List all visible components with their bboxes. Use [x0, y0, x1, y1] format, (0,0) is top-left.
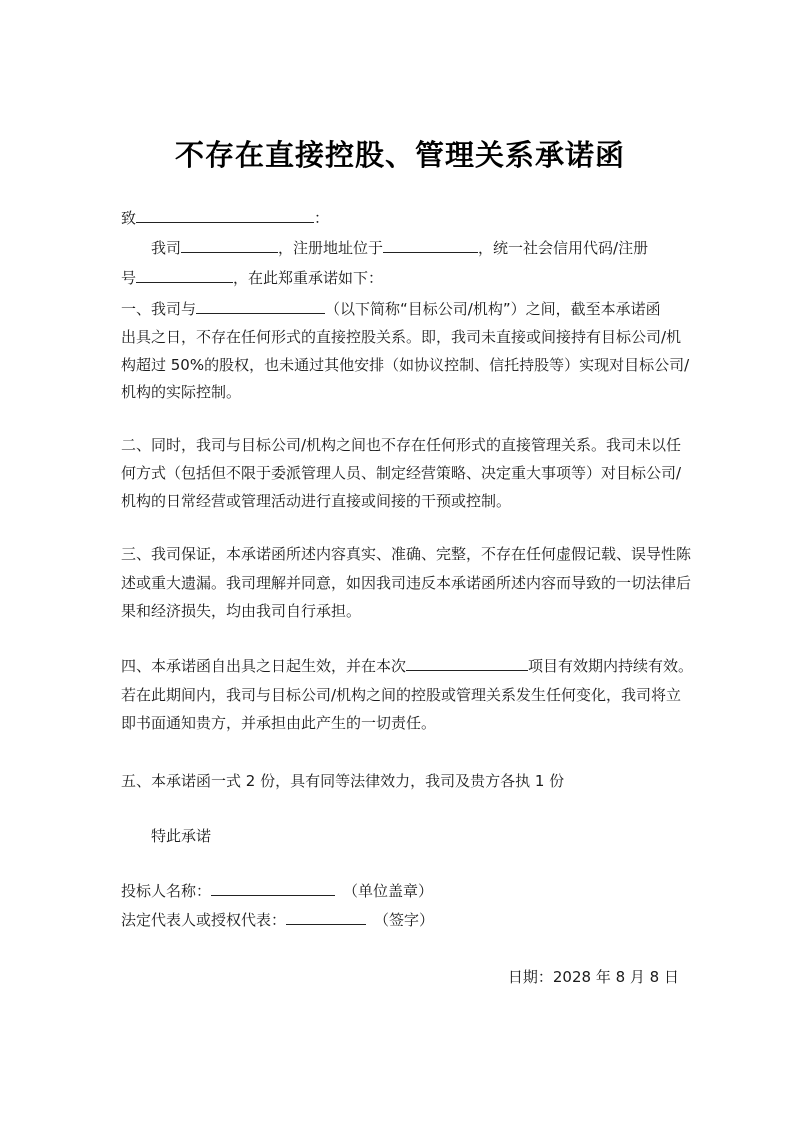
clause-5-line-1: 五、本承诺函一式 2 份，具有同等法律效力，我司及贵方各执 1 份 [121, 772, 565, 790]
salutation-line [121, 207, 329, 228]
intro-text: ，统一社会信用代码/注册 [478, 239, 649, 257]
clause-3-line-1: 三、我司保证，本承诺函所述内容真实、准确、完整，不存在任何虚假记载、误导性陈 [121, 545, 692, 563]
intro-text: ，注册地址位于 [278, 239, 384, 257]
clause-4-line-1 [121, 655, 693, 676]
clause-text: 项目有效期内持续有效。 [528, 657, 694, 675]
clause-text: （以下简称“目标公司/机构”）之间，截至本承诺函 [325, 300, 661, 318]
salutation-suffix: ： [314, 209, 330, 227]
representative-signature-line [121, 909, 434, 930]
intro-line-1 [151, 237, 648, 258]
clause-3-line-2: 述或重大遗漏。我司理解并同意，如因我司违反本承诺函所述内容而导致的一切法律后 [121, 574, 692, 592]
company-name-blank [181, 237, 278, 253]
intro-line-2 [121, 267, 383, 288]
clause-text: 一、我司与 [121, 300, 197, 318]
clause-1-line-2: 出具之日，不存在任何形式的直接控股关系。即，我司未直接或间接持有目标公司/机 [121, 328, 682, 346]
clause-4-line-2: 若在此期间内，我司与目标公司/机构之间的控股或管理关系发生任何变化，我司将立 [121, 686, 682, 704]
clause-text: 四、本承诺函自出具之日起生效，并在本次 [121, 657, 407, 675]
intro-text: ，在此郑重承诺如下： [233, 269, 384, 287]
clause-2-line-2: 何方式（包括但不限于委派管理人员、制定经营策略、决定重大事项等）对目标公司/ [121, 464, 682, 482]
recipient-blank [136, 207, 314, 223]
clause-1-line-1 [121, 298, 661, 319]
target-company-blank [196, 298, 325, 314]
credit-code-blank [136, 267, 233, 283]
representative-blank [286, 909, 366, 925]
salutation-prefix: 致 [121, 209, 137, 227]
document-title: 不存在直接控股、管理关系承诺函 [174, 138, 625, 172]
clause-1-line-4: 机构的实际控制。 [121, 383, 242, 401]
clause-2-line-3: 机构的日常经营或管理活动进行直接或间接的干预或控制。 [121, 492, 512, 510]
clause-2-line-1: 二、同时，我司与目标公司/机构之间也不存在任何形式的直接管理关系。我司未以任 [121, 436, 682, 454]
bidder-signature-line [121, 880, 433, 901]
bidder-label: 投标人名称： [121, 882, 212, 900]
project-name-blank [406, 655, 528, 671]
representative-note: （签字） [374, 911, 435, 929]
closing-text: 特此承诺 [151, 827, 212, 845]
clause-4-line-3: 即书面通知贵方，并承担由此产生的一切责任。 [121, 714, 437, 732]
representative-label: 法定代表人或授权代表： [121, 911, 287, 929]
address-blank [383, 237, 478, 253]
intro-text: 我司 [151, 239, 182, 257]
bidder-name-blank [211, 880, 335, 896]
clause-1-line-3: 构超过 50%的股权，也未通过其他安排（如协议控制、信托持股等）实现对目标公司/ [121, 356, 690, 374]
bidder-note: （单位盖章） [343, 882, 434, 900]
intro-text: 号 [121, 269, 137, 287]
clause-3-line-3: 果和经济损失，均由我司自行承担。 [121, 602, 362, 620]
document-date: 日期：2028 年 8 月 8 日 [507, 968, 679, 986]
